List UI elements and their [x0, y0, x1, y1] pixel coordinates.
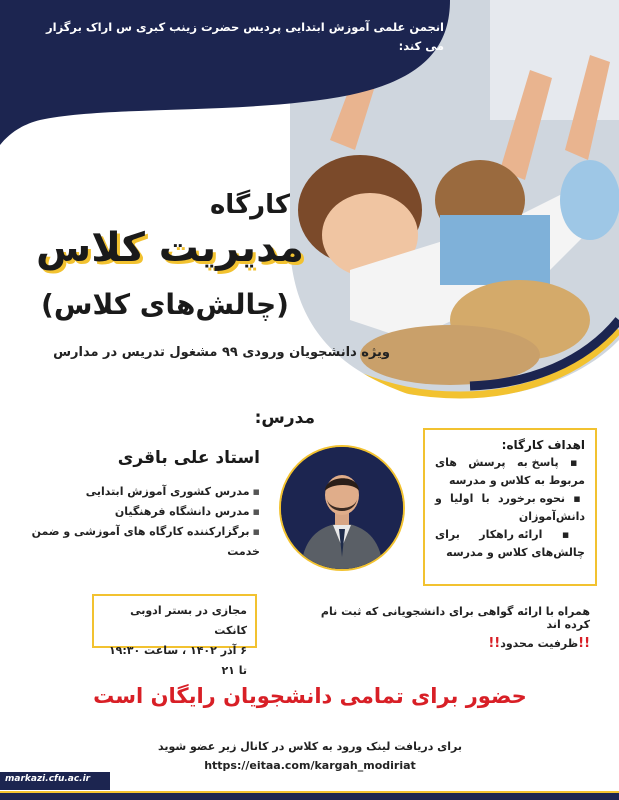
goals-title: اهداف کارگاه:: [501, 438, 585, 452]
event-box: [92, 594, 257, 677]
workshop-label: کارگاه: [209, 190, 291, 220]
instructor-name: استاد علی باقری: [117, 448, 260, 468]
exclamation-icon: !!: [578, 636, 590, 651]
goal-item: ▪ پاسخ به پرسش های مربوط به کلاس و مدرسه: [435, 456, 585, 487]
organizer-text: انجمن علمی آموزش ابتدایی پردیس حضرت زینب کبری س اراک برگزار می کند:: [46, 20, 444, 53]
bullet-icon: ▪: [542, 528, 585, 541]
bullet-icon: ▪: [565, 492, 585, 505]
workshop-title: مدیریت کلاس: [36, 225, 304, 271]
exclamation-icon: !!: [488, 636, 501, 651]
credential-item: ▪مدرس دانشگاه فرهنگیان: [114, 505, 260, 518]
channel-link[interactable]: https://eitaa.com/kargah_modiriat: [204, 759, 416, 772]
event-platform: مجازی در بستر ادوبی کانکت: [130, 604, 247, 637]
instructor-avatar: [279, 445, 405, 571]
bullet-icon: ▪: [558, 456, 585, 469]
instructor-label: مدرس:: [254, 408, 315, 428]
certificate-text: همراه با ارائه گواهی برای دانشجویانی که ثبت نام کرده اند: [320, 605, 590, 631]
bullet-icon: ▪: [252, 525, 260, 538]
goal-item: ▪ ارائه راهکار برای چالش‌های کلاس و مدرسه: [435, 528, 585, 559]
join-instructions: برای دریافت لینک ورود به کلاس در کانال زیر عضو شوید: [157, 740, 463, 753]
capacity-notice: !!ظرفیت محدود!!: [488, 636, 590, 651]
credential-item: ▪مدرس کشوری آموزش ابتدایی: [85, 485, 260, 498]
event-datetime: ۶ آذر ۱۴۰۲ ، ساعت ۱۹:۳۰ تا ۲۱: [108, 644, 247, 677]
goals-box: [423, 428, 597, 586]
goal-item: ▪ نحوه برخورد با اولیا و دانش‌آموزان: [435, 492, 585, 523]
bottom-navy-line: [0, 793, 619, 800]
free-notice: حضور برای تمامی دانشجویان رایگان است: [93, 684, 527, 708]
workshop-subtitle: (چالش‌های کلاس): [41, 288, 289, 321]
credential-item: ▪برگزارکننده کارگاه های آموزشی و ضمن خدمت: [31, 525, 260, 558]
watermark-text: markazi.cfu.ac.ir: [5, 774, 91, 784]
bullet-icon: ▪: [252, 485, 260, 498]
bullet-icon: ▪: [252, 505, 260, 518]
audience-text: ویژه دانشجویان ورودی ۹۹ مشغول تدریس در مدارس: [53, 345, 390, 360]
instructor-credentials: [20, 482, 260, 562]
